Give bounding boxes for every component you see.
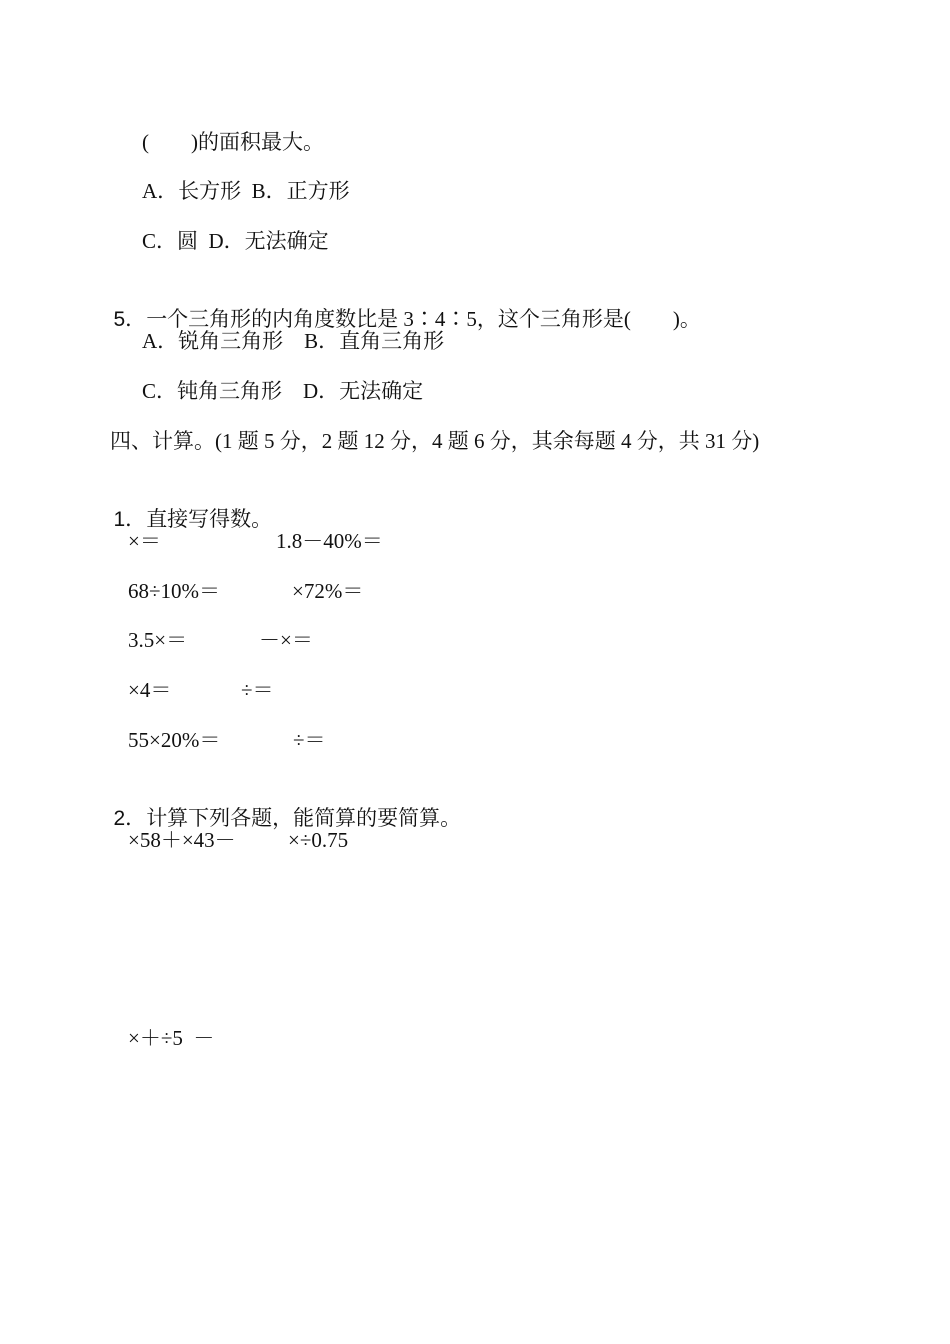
calc-item: ×72%＝ [292, 579, 364, 603]
calc-item: 68÷10%＝ [128, 579, 221, 603]
calc-item: 55×20%＝ [128, 728, 221, 752]
sub2-title: 计算下列各题，能简算的要简算。 [146, 806, 462, 830]
q4-options-ab: A．长方形 B．正方形 [142, 179, 350, 203]
expression-item: ×＋÷5 － [128, 1026, 215, 1050]
q5-line [103, 277, 701, 334]
sub1-number: 1． [113, 508, 147, 531]
q5-options-cd: C．钝角三角形 D．无法确定 [142, 379, 424, 403]
expression-item: ×÷0.75 [288, 828, 349, 852]
sub2-number: 2． [113, 807, 147, 830]
calc-item: ÷＝ [241, 678, 274, 702]
calc-item: ×4＝ [128, 678, 172, 702]
q4-options-cd: C．圆 D．无法确定 [142, 229, 329, 253]
q5-options-ab: A．锐角三角形 B．直角三角形 [142, 329, 445, 353]
q4-stem: ( )的面积最大。 [142, 130, 324, 154]
q5-number: 5． [113, 308, 147, 331]
calc-item: －×＝ [259, 628, 313, 652]
calc-item: 3.5×＝ [128, 628, 188, 652]
expression-item: ×58＋×43－ [128, 828, 236, 852]
sub1-title: 直接写得数。 [146, 507, 273, 531]
sub1-line [103, 477, 272, 534]
sub2-line [103, 776, 461, 833]
calc-item: ÷＝ [293, 728, 326, 752]
q5-stem: 一个三角形的内角度数比是 3∶4∶5，这个三角形是( )。 [146, 307, 701, 331]
calc-item: 1.8－40%＝ [276, 529, 383, 553]
calc-item: ×＝ [128, 529, 161, 553]
section-heading: 四、计算。(1 题 5 分，2 题 12 分，4 题 6 分，其余每题 4 分，共 31 分) [110, 429, 760, 453]
